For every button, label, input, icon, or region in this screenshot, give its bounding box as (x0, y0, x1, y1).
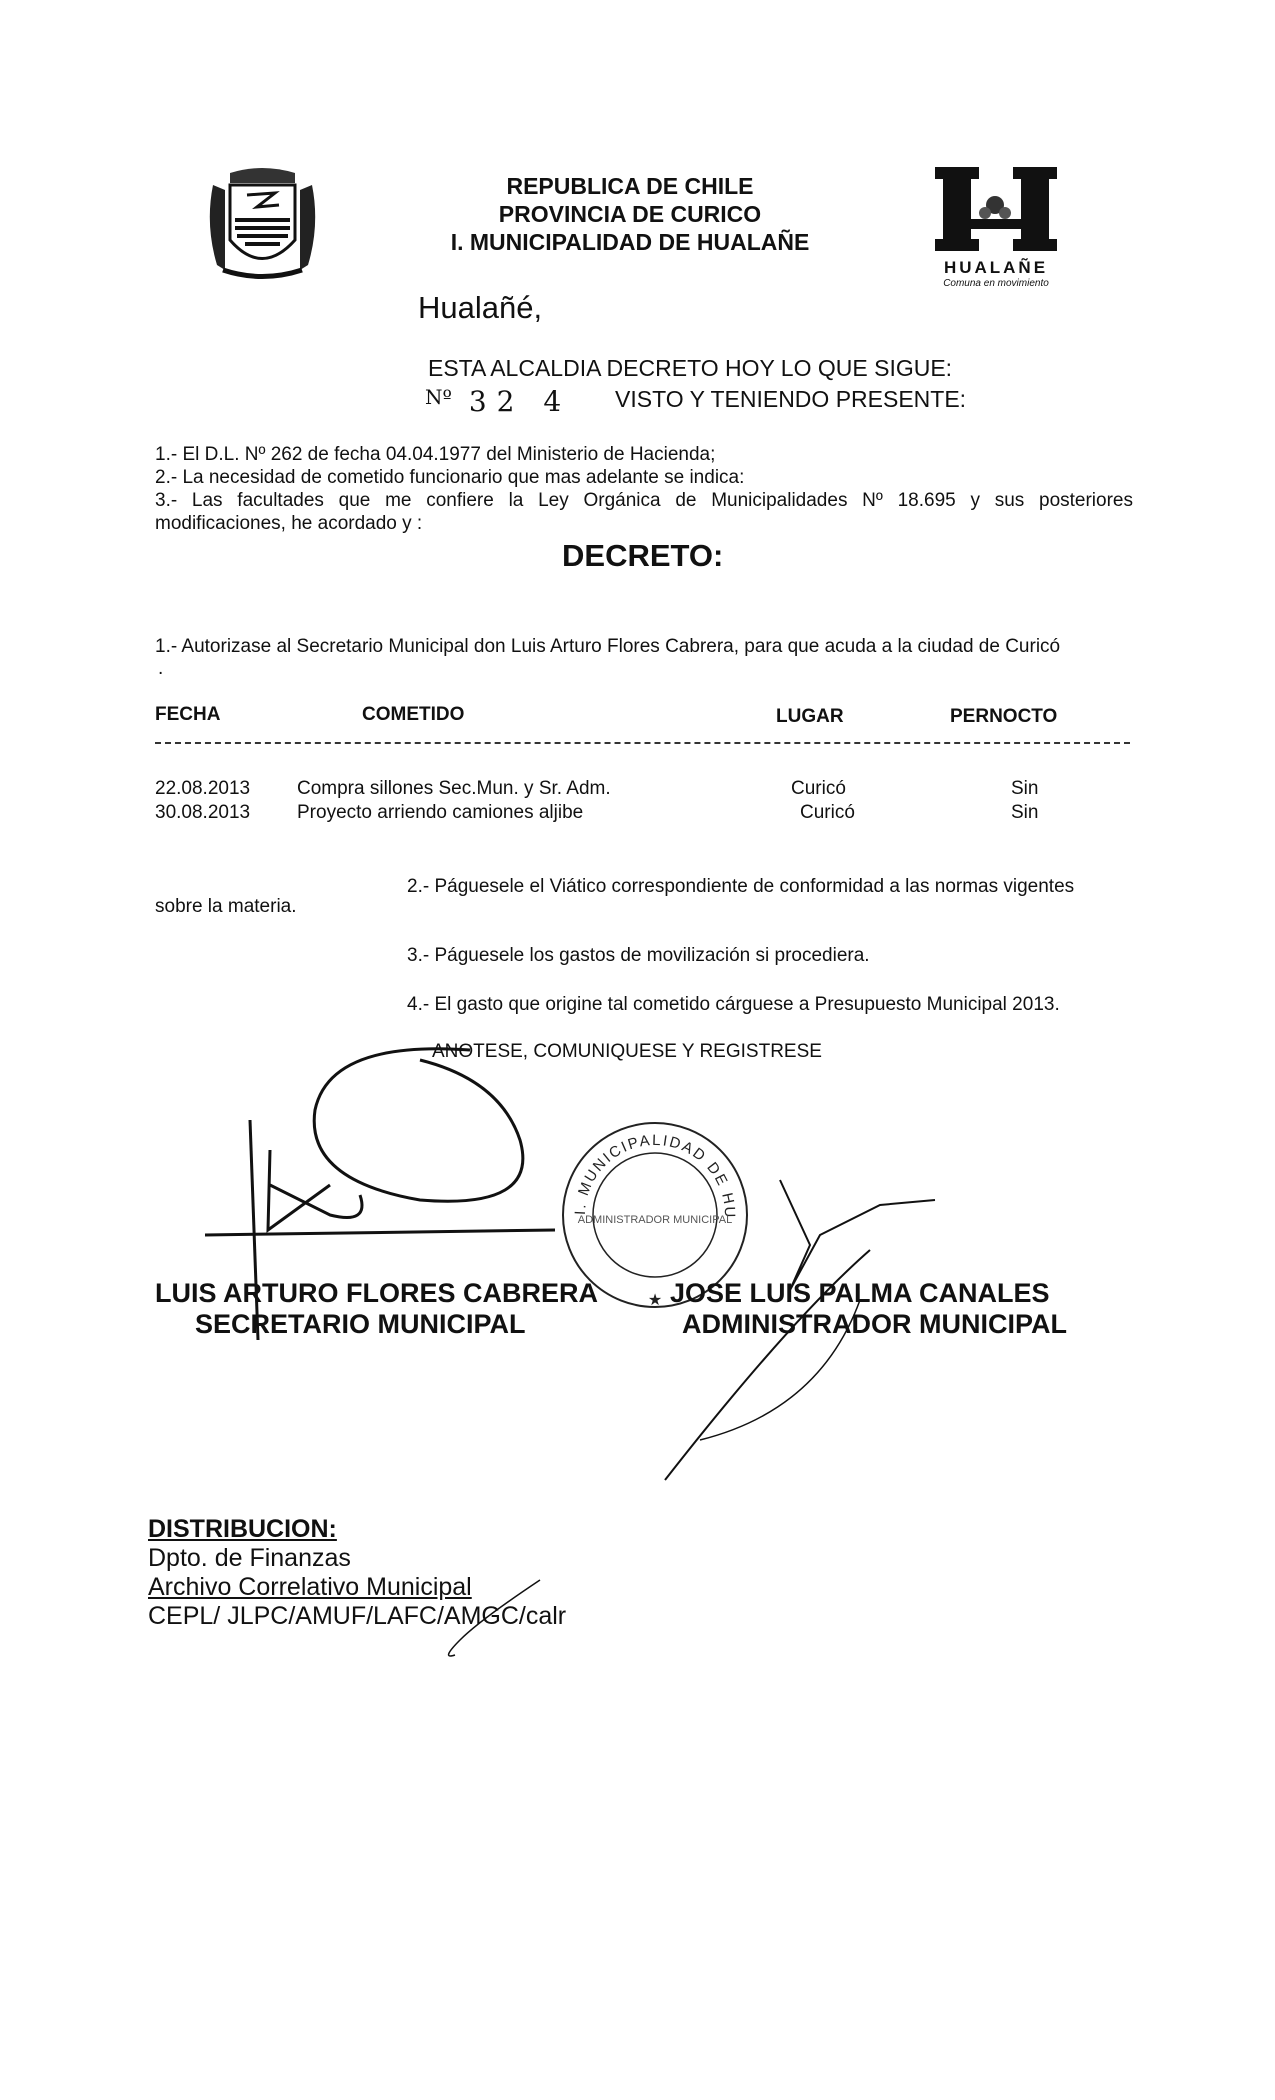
distribution-item: Dpto. de Finanzas (148, 1544, 351, 1572)
signature-right-name: JOSE LUIS PALMA CANALES (670, 1278, 1050, 1308)
intro-line2: VISTO Y TENIENDO PRESENTE: (615, 386, 967, 412)
row2-lugar: Curicó (800, 802, 855, 823)
article-1: 1.- Autorizase al Secretario Municipal don Luis Arturo Flores Cabrera, para que acuda a la ciudad de Curicó (155, 636, 1061, 657)
logo-text: HUALAÑE (943, 258, 1049, 277)
article-3: 3.- Páguesele los gastos de movilización si procediera. (407, 945, 870, 966)
header-province: PROVINCIA DE CURICO (498, 201, 762, 227)
table-header-fecha: FECHA (155, 704, 221, 725)
consideration-1: 1.- El D.L. Nº 262 de fecha 04.04.1977 del Ministerio de Hacienda; (155, 444, 716, 465)
decree-number-value: 32 4 (468, 385, 572, 418)
distribution-item: CEPL/ JLPC/AMUF/LAFC/AMGC/calr (148, 1602, 567, 1630)
article-1-end: . (158, 658, 164, 679)
signature-right-title: ADMINISTRADOR MUNICIPAL (682, 1309, 1067, 1339)
row2-fecha: 30.08.2013 (155, 802, 251, 823)
intro-line1: ESTA ALCALDIA DECRETO HOY LO QUE SIGUE: (428, 355, 953, 381)
decree-title: DECRETO: (562, 538, 724, 573)
table-header-lugar: LUGAR (776, 706, 844, 727)
signature-left-name: LUIS ARTURO FLORES CABRERA (155, 1278, 598, 1308)
consideration-3-cont: modificaciones, he acordado y : (155, 513, 423, 534)
consideration-2: 2.- La necesidad de cometido funcionario que mas adelante se indica: (155, 467, 745, 488)
signature-left-title: SECRETARIO MUNICIPAL (195, 1309, 526, 1339)
table-header-pernocto: PERNOCTO (950, 706, 1058, 727)
row1-fecha: 22.08.2013 (155, 778, 251, 799)
distribution-title: DISTRIBUCION: (148, 1515, 337, 1543)
article-2: 2.- Páguesele el Viático correspondiente de conformidad a las normas vigentes (407, 876, 1075, 897)
article-4: 4.- El gasto que origine tal cometido cárguese a Presupuesto Municipal 2013. (407, 994, 1060, 1015)
decree-number-prefix: Nº (425, 385, 452, 409)
header-republic: REPUBLICA DE CHILE (506, 173, 754, 199)
row1-cometido: Compra sillones Sec.Mun. y Sr. Adm. (297, 778, 611, 799)
header-municipality: I. MUNICIPALIDAD DE HUALAÑE (450, 229, 810, 255)
table-header-cometido: COMETIDO (362, 704, 465, 725)
seal-center-text: ADMINISTRADOR MUNICIPAL (577, 1214, 733, 1226)
closing-line: ANOTESE, COMUNIQUESE Y REGISTRESE (432, 1041, 822, 1062)
logo-slogan: Comuna en movimiento (943, 278, 1049, 289)
row1-pernocto: Sin (1011, 778, 1039, 799)
place-line: Hualañé, (418, 290, 543, 325)
seal-ring-text: I. MUNICIPALIDAD DE HUALAÑE (548, 1102, 739, 1220)
svg-text:★: ★ (647, 1292, 663, 1309)
consideration-3: 3.- Las facultades que me confiere la Ley Orgánica de Municipalidades Nº 18.695 y sus posteriores (155, 490, 1133, 511)
row2-pernocto: Sin (1011, 802, 1039, 823)
row2-cometido: Proyecto arriendo camiones aljibe (297, 802, 584, 823)
distribution-item: Archivo Correlativo Municipal (148, 1573, 472, 1601)
row1-lugar: Curicó (791, 778, 846, 799)
article-2-end: sobre la materia. (155, 896, 297, 917)
